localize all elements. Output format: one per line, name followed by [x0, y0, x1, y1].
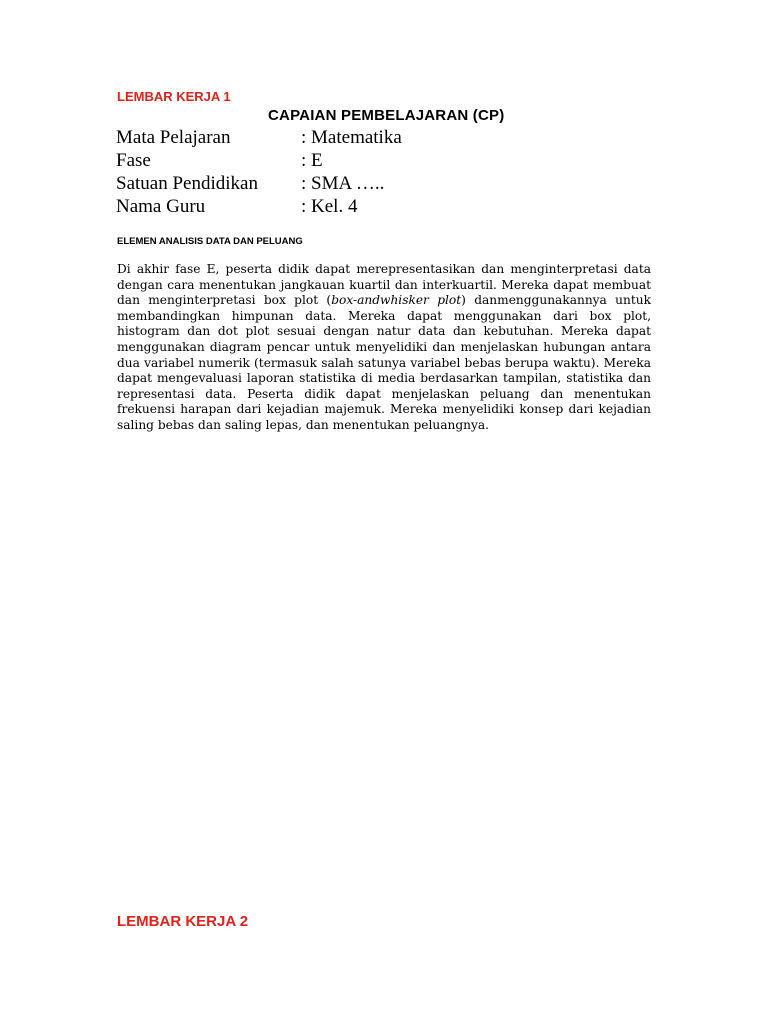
identity-row-teacher [116, 195, 402, 218]
identity-value: : Kel. 4 [301, 196, 358, 217]
identity-table [116, 126, 402, 218]
identity-key: Nama Guru [116, 196, 206, 217]
identity-value: : E [301, 150, 323, 171]
paragraph-text-part-2: ) danmenggunakannya untuk membandingkan himpunan data. Mereka dapat menggunakan dari box plot, histogram dan dot plot sesuai dengan natur data dan kebutuhan. Mereka dapat menggunakan diagram pencar untuk menyelidiki dan menjelaskan hubungan antara dua variabel numerik (termasuk salah satunya variabel bebas berupa waktu). Mereka dapat mengevaluasi laporan statistika di media berdasarkan tampilan, statistika dan representasi data. Peserta didik dapat menjelaskan peluang dan menentukan frekuensi harapan dari kejadian majemuk. Mereka menyelidiki konsep dari kejadian saling bebas dan saling lepas, dan menentukan peluangnya. [117, 293, 651, 432]
identity-row-phase [116, 149, 402, 172]
section-heading: ELEMEN ANALISIS DATA DAN PELUANG [117, 236, 303, 247]
paragraph-text-part-1: Di akhir fase E, peserta didik dapat merepresentasikan dan menginterpretasi data dengan cara menentukan jangkauan kuartil dan interkuartil. Mereka dapat membuat dan menginterpretasi box plot ( [117, 262, 651, 308]
identity-value: : SMA ….. [301, 173, 385, 194]
identity-key: Fase [116, 150, 151, 171]
identity-row-subject [116, 126, 402, 149]
worksheet-2-label: LEMBAR KERJA 2 [117, 913, 249, 930]
identity-key: Mata Pelajaran [116, 127, 231, 148]
cp-title: CAPAIAN PEMBELAJARAN (CP) [268, 107, 505, 124]
paragraph-italic-term: box-andwhisker plot [331, 293, 462, 308]
identity-value: : Matematika [301, 127, 402, 148]
identity-key: Satuan Pendidikan [116, 173, 258, 194]
worksheet-1-label: LEMBAR KERJA 1 [117, 89, 231, 104]
body-paragraph [117, 262, 651, 434]
identity-row-school [116, 172, 402, 195]
